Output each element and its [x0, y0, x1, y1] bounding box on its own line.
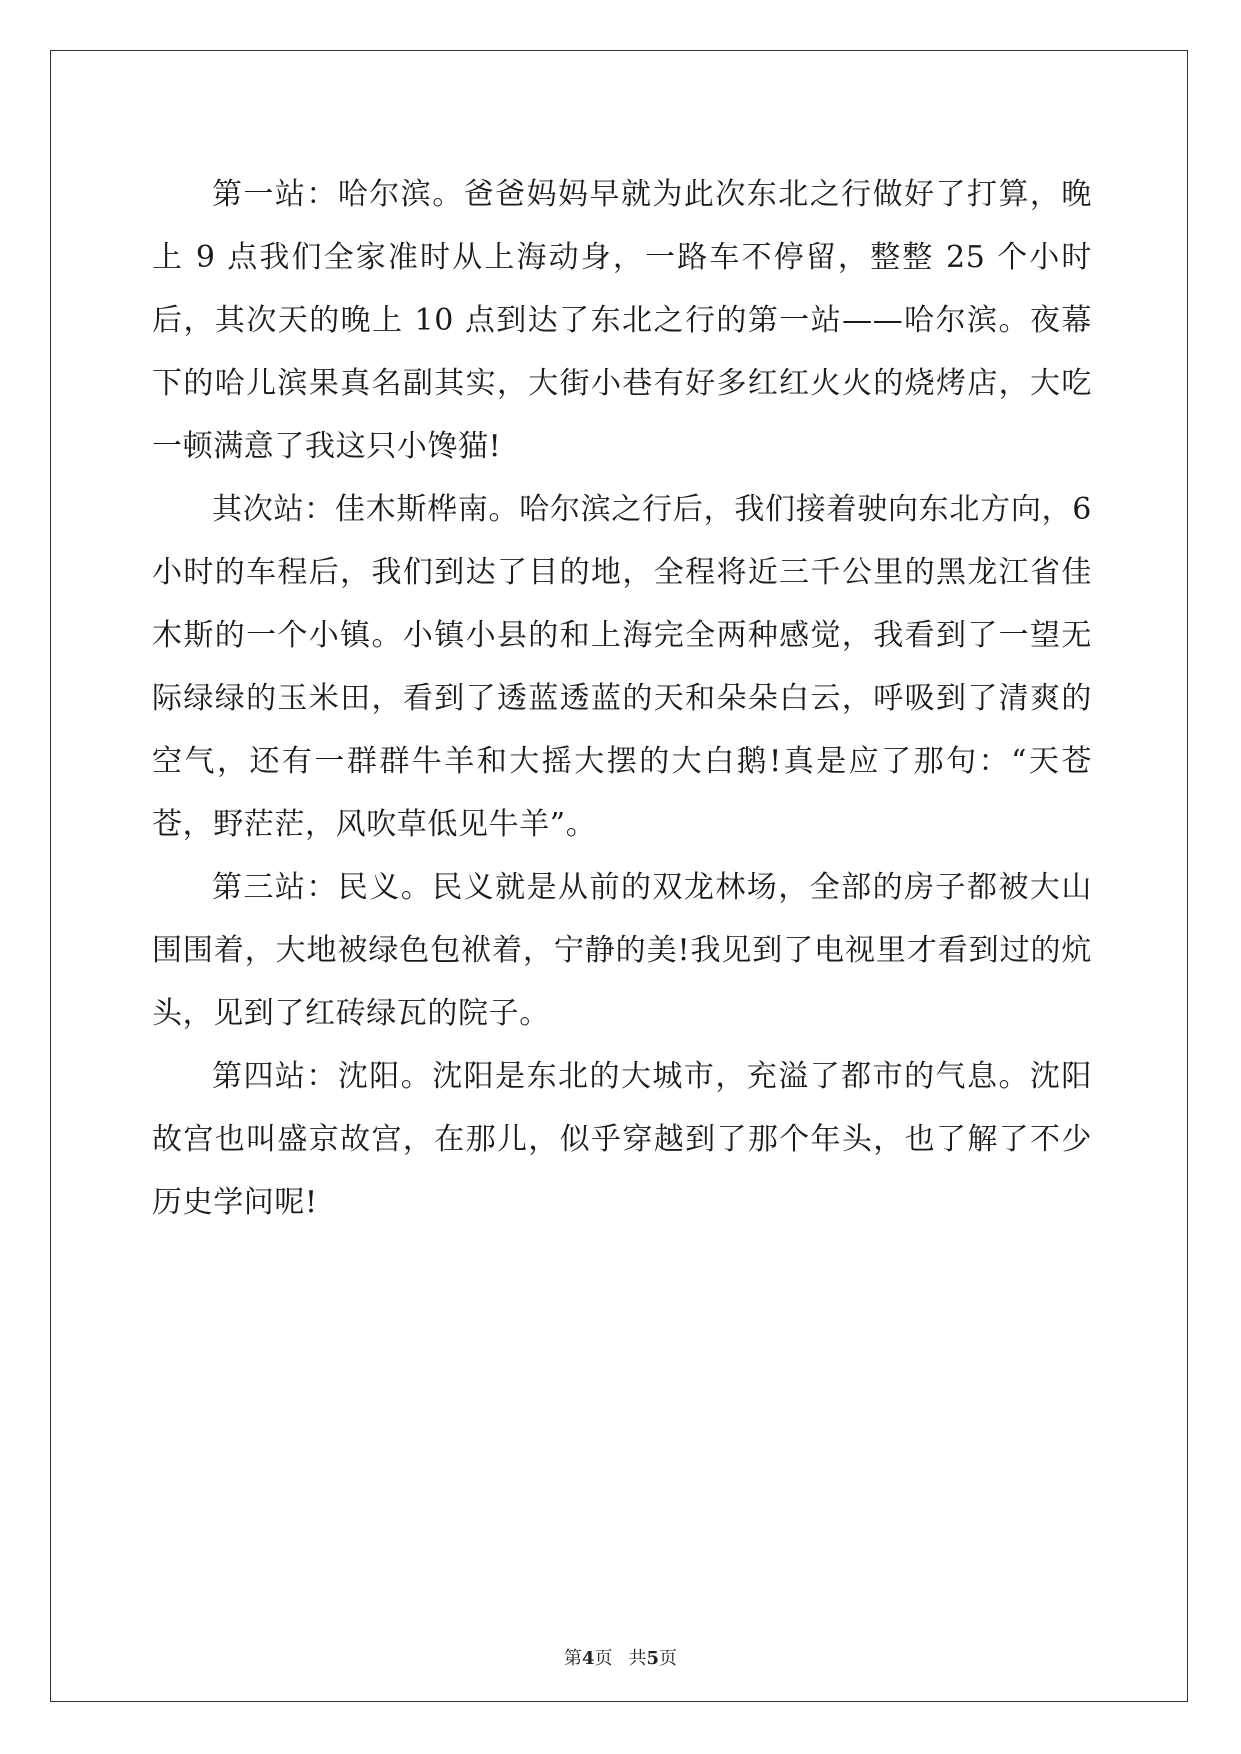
paragraph-minyi: 第三站：民义。民义就是从前的双龙林场，全部的房子都被大山围围着，大地被绿色包袱着，宁静的美!我见到了电视里才看到过的炕头，见到了红砖绿瓦的院子。 — [152, 870, 1092, 1031]
current-page-number: 4 — [581, 1648, 595, 1669]
page-footer — [0, 1644, 1241, 1670]
footer-total-suffix: 页 — [659, 1648, 678, 1669]
paragraph-harbin: 第一站：哈尔滨。爸爸妈妈早就为此次东北之行做好了打算，晚上 9 点我们全家准时从上海动身，一路车不停留，整整 25 个小时后，其次天的晚上 10 点到达了东北之行的第一站——哈尔滨。夜幕下的哈儿滨果真名副其实，大街小巷有好多红红火火的烧烤店，大吃一顿满意了我这只小馋猫! — [152, 177, 1092, 464]
paragraph-jiamusi: 其次站：佳木斯桦南。哈尔滨之行后，我们接着驶向东北方向，6小时的车程后，我们到达了目的地，全程将近三千公里的黑龙江省佳木斯的一个小镇。小镇小县的和上海完全两种感觉，我看到了一望无际绿绿的玉米田，看到了透蓝透蓝的天和朵朵白云，呼吸到了清爽的空气，还有一群群牛羊和大摇大摆的大白鹅!真是应了那句：“天苍苍，野茫茫，风吹草低见牛羊”。 — [152, 492, 1092, 842]
footer-page-suffix: 页 — [594, 1648, 613, 1669]
document-body — [152, 163, 1092, 1234]
total-page-number: 5 — [646, 1648, 660, 1669]
footer-total-prefix: 共 — [628, 1648, 647, 1669]
footer-prefix: 第 — [563, 1648, 582, 1669]
paragraph-shenyang: 第四站：沈阳。沈阳是东北的大城市，充溢了都市的气息。沈阳故宫也叫盛京故宫，在那儿，似乎穿越到了那个年头，也了解了不少历史学问呢! — [152, 1059, 1092, 1220]
